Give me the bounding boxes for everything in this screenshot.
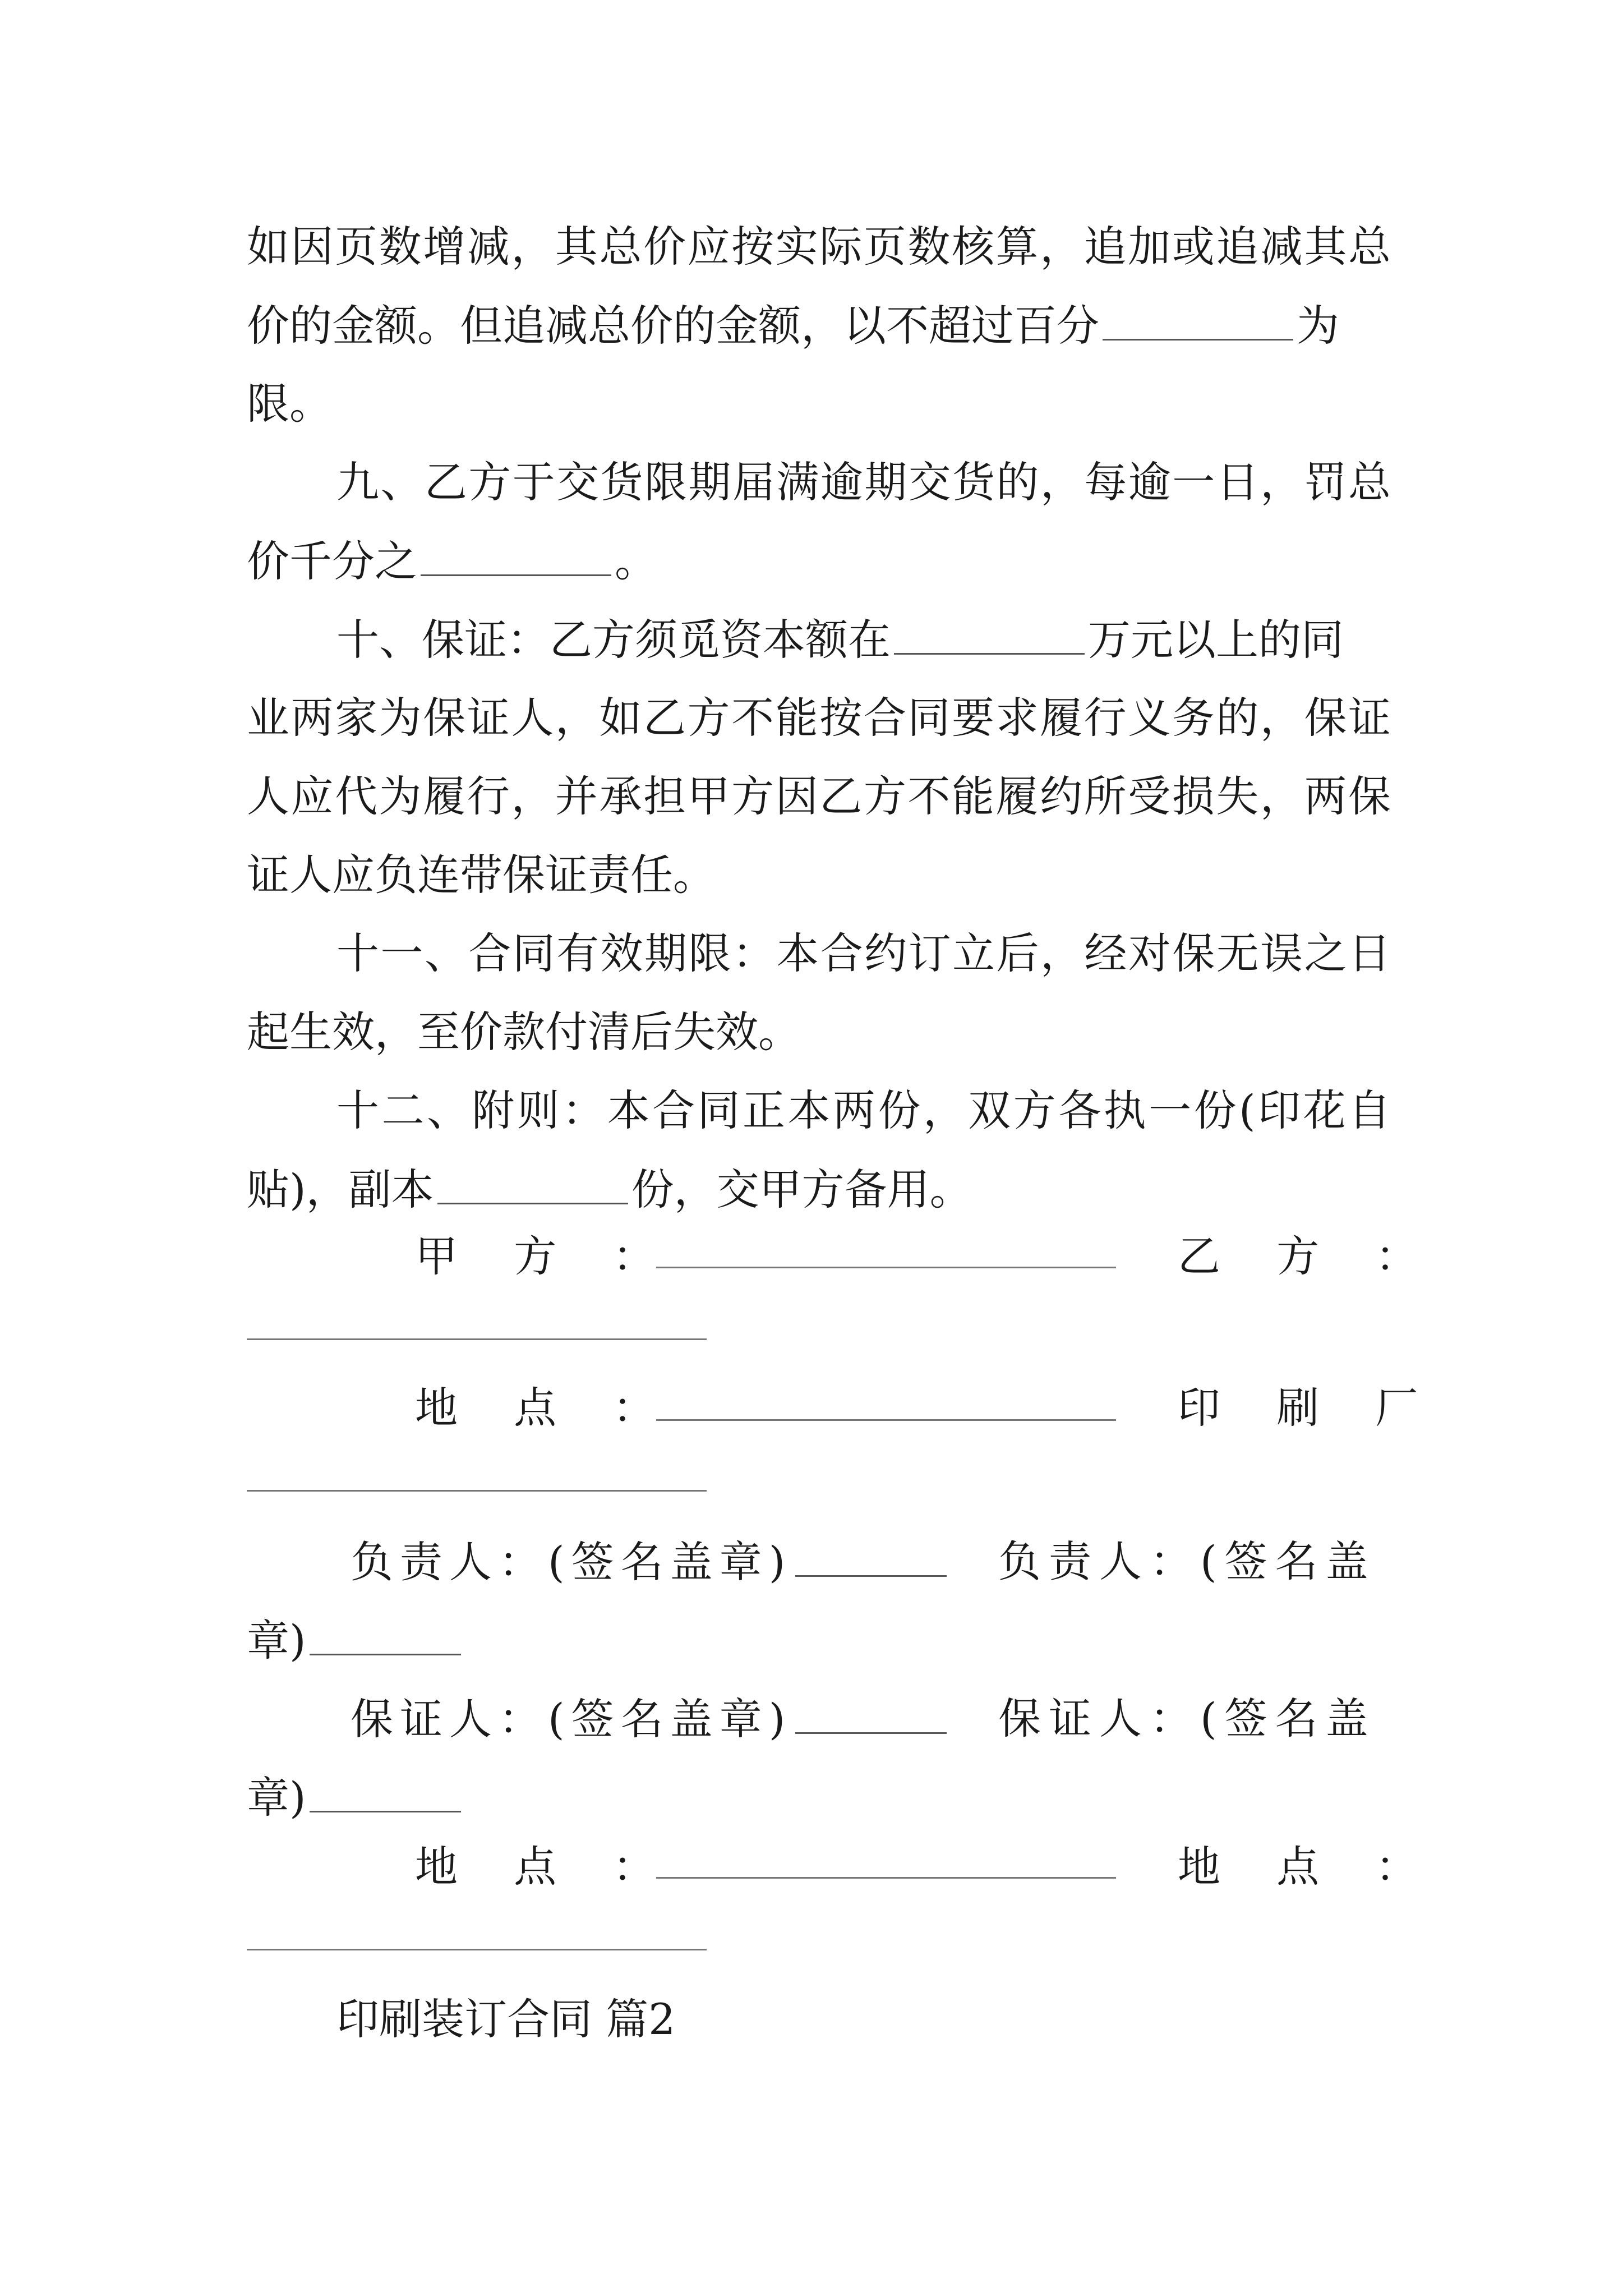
text-line: 限。 — [247, 379, 332, 429]
party-b-label: 乙 方 ： — [1178, 1231, 1440, 1281]
text-line: 人应代为履行，并承担甲方因乙方不能履约所受损失，两保 — [247, 771, 1391, 821]
guar-a-blank[interactable] — [795, 1692, 947, 1734]
resp-a-blank[interactable] — [795, 1535, 947, 1577]
place2-b-line[interactable] — [247, 1949, 707, 1950]
party-b-line[interactable] — [247, 1338, 707, 1340]
text-line: 贴)，副本 份，交甲方备用。 — [247, 1162, 1391, 1216]
text-line: 如因页数增减，其总价应按实际页数核算，追加或追减其总 — [247, 222, 1391, 272]
party-a-line[interactable] — [656, 1267, 1116, 1268]
fill-blank[interactable] — [421, 534, 611, 576]
fill-blank[interactable] — [437, 1162, 628, 1204]
place2-a-label: 地 点 ： — [415, 1842, 677, 1892]
guar-b-blank[interactable] — [310, 1770, 461, 1812]
text-line: 价千分之 。 — [247, 534, 1391, 588]
printer-label: 印 刷 厂 — [1178, 1383, 1440, 1433]
printer-line[interactable] — [247, 1490, 707, 1492]
clause-11: 十一、合同有效期限：本合约订立后，经对保无误之日 — [336, 928, 1391, 978]
party-a-label: 甲 方 ： — [415, 1231, 677, 1281]
resp-a-label: 负责人：(签名盖章) — [351, 1535, 1046, 1589]
fill-blank[interactable] — [894, 613, 1085, 655]
guar-b-cont: 章) — [247, 1770, 1391, 1824]
text-line: 价的金额。但追减总价的金额，以不超过百分 为 — [247, 298, 1391, 352]
place-label: 地 点 ： — [415, 1383, 677, 1433]
clause-10: 十、保证：乙方须觅资本额在 万元以上的同 — [336, 613, 1391, 666]
text-line: 起生效，至价款付清后失效。 — [247, 1007, 801, 1057]
guar-a-label: 保证人：(签名盖章) — [351, 1692, 1046, 1746]
text-line: 业两家为保证人，如乙方不能按合同要求履行义务的，保证 — [247, 693, 1391, 743]
clause-9: 九、乙方于交货限期届满逾期交货的，每逾一日，罚总 — [336, 457, 1391, 507]
resp-b-blank[interactable] — [310, 1613, 461, 1655]
place2-a-line[interactable] — [656, 1877, 1116, 1879]
section-title: 印刷装订合同 篇2 — [336, 1994, 676, 2044]
resp-b-cont: 章) — [247, 1613, 1391, 1667]
clause-12: 十二、附则：本合同正本两份，双方各执一份(印花自 — [336, 1085, 1391, 1135]
resp-b-label: 负责人：(签名盖 — [998, 1536, 1376, 1586]
fill-blank[interactable] — [1103, 298, 1293, 341]
place2-b-label: 地 点 ： — [1178, 1842, 1440, 1892]
guar-b-label: 保证人：(签名盖 — [998, 1694, 1376, 1743]
text-line: 证人应负连带保证责任。 — [247, 850, 716, 900]
place-line[interactable] — [656, 1419, 1116, 1421]
